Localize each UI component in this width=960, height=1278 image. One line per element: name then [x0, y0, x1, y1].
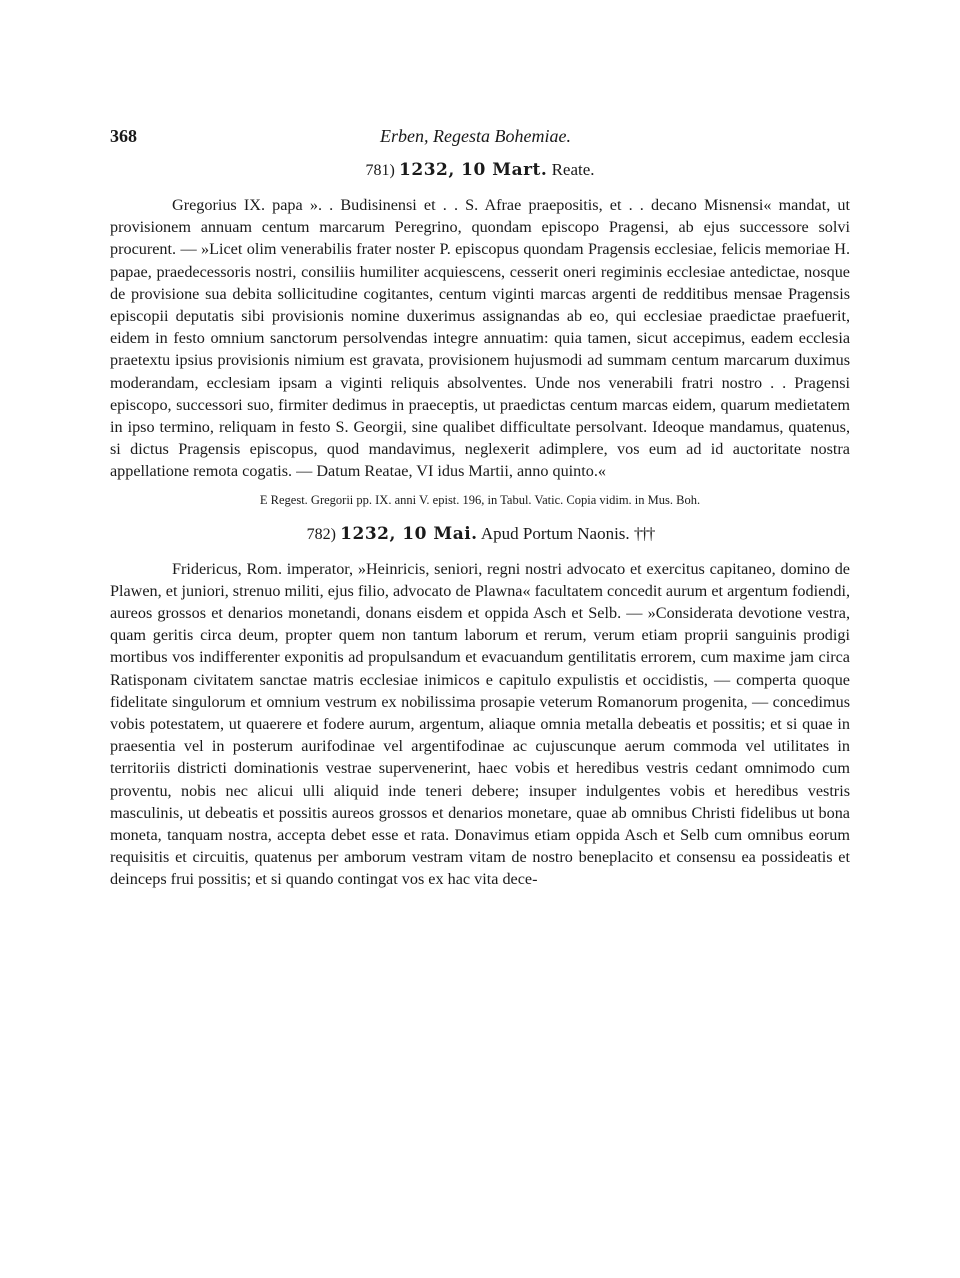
- page-header: [110, 120, 850, 150]
- running-title: Erben, Regesta Bohemiae.: [380, 126, 571, 146]
- entry-date: 1232, 10 Mai.: [340, 523, 478, 544]
- entry-place: Apud Portum Naonis.: [480, 523, 630, 543]
- entry-text: Gregorius IX. papa ». . Budisinensi et . . S. Afrae praepositis, et . . decano Misnensi« mandat, ut provisionem annuam centum marcarum Peregrino, quondam episcopo Pragensi, ab ejus successore solvi procurent. — »Licet olim venerabilis frater noster P. episcopus quondam Pragensis ecclesiae, felicis memoriae H. papae, praedecessoris nostri, consiliis humiliter acquiescens, cesserit oneri regiminis ecclesiae antedictae, nosque de provisione sua debita sollicitudine cogitantes, centum viginti marcas argenti de redditibus mensae Pragensis episcopii deputatis sibi provisionis nomine duxerimus assignandas ab eo, qui ecclesiae praedictae praefuerit, eidem in festo omnium sanctorum persolvendas integre annuatim: quia tamen, sicut accepimus, eadem ecclesia praetextu ipsius provisionis nimium est gravata, provisionem hujusmodi ad summam centum marcarum duximus moderandam, ecclesiam ipsam a viginti reliquis absolventes. Unde nos venerabili fratri nostro . . Pragensi episcopo, successori suo, firmiter dedimus in praeceptis, ut praedictas centum marcas eidem, quarum medietatem in ipso termino, reliquam in festo S. Georgii, sine qualibet difficultate persolvant. Ideoque mandamus, quatenus, si dictus Pragensis episcopus, quod mandavimus, neglexerit adimplere, vos eum ad id auctoritate nostra appellatione remota cogatis. — Datum Reatae, VI idus Martii, anno quinto.«: [110, 196, 850, 481]
- document-page: [110, 120, 850, 891]
- entry-place: Reate.: [551, 160, 595, 179]
- regesta-entry: [110, 524, 850, 891]
- entry-source: E Regest. Gregorii pp. IX. anni V. epist. 196, in Tabul. Vatic. Copia vidim. in Mus. Boh.: [259, 492, 701, 507]
- entry-date: 1232, 10 Mart.: [399, 160, 548, 180]
- entry-heading: [110, 160, 850, 180]
- entry-number: 781): [365, 162, 395, 179]
- entry-heading: [110, 524, 850, 544]
- regesta-entry: [110, 160, 850, 508]
- entry-text: Fridericus, Rom. imperator, »Heinricis, seniori, regni nostri advocato et exercitus capitaneo, domino de Plawen, et juniori, strenuo militi, ejus filio, advocato de Plawna« facultatem concedit aurum et argentum fodiendi, aureos grossos et denarios monetandi, donans eisdem et oppida Asch et Selb. — »Considerata devotione vestra, quam geritis circa deum, propter quem non tantum laborum et rerum, verum etiam proprii sanguinis prodigi mortibus vos indifferenter exponitis ad propulsandum et evacuandum gentilitatis errorem, cum maxime jam circa Ratisponam civitatem sanctae matris ecclesiae inimicos e capitulo expulistis et occidistis, — comperta quoque fidelitate singulorum et omnium vestrum ex nobilissima prosapie veterum Romanorum progenita, — concedimus vobis potestatem, ut quaerere et fodere aurum, argentum, aliaque omnia metalla debeatis et possitis; et si quae in praesentia vel in posterum aurifodinae vel argentifodinae ac cujuscunque aerum commoda vel utilitates in territoriis districti dominationis vestrae supervenerint, haec vobis et heredibus vestris cedant omnimodo cum proventu, nobis nec alicui ulli aliquid inde teneri debere; insuper indulgentes vobis et heredibus vestris masculinis, ut debeatis et possitis aureos grossos et denarios monetare, quae ab omnibus Christi fidelibus ut bona moneta, tanquam nostra, accepta debet esse et rata. Donavimus etiam oppida Asch et Selb cum omnibus eorum requisitis et circuitis, quatenus per amborum vestram vitam de nostro beneplacito et consensu ea possideatis et deinceps frui possitis; et si quando contingat vos ex hac vita dece-: [110, 559, 850, 889]
- entry-number: 782): [306, 525, 336, 543]
- entry-marks: †††: [633, 523, 654, 543]
- page-number: 368: [110, 126, 137, 146]
